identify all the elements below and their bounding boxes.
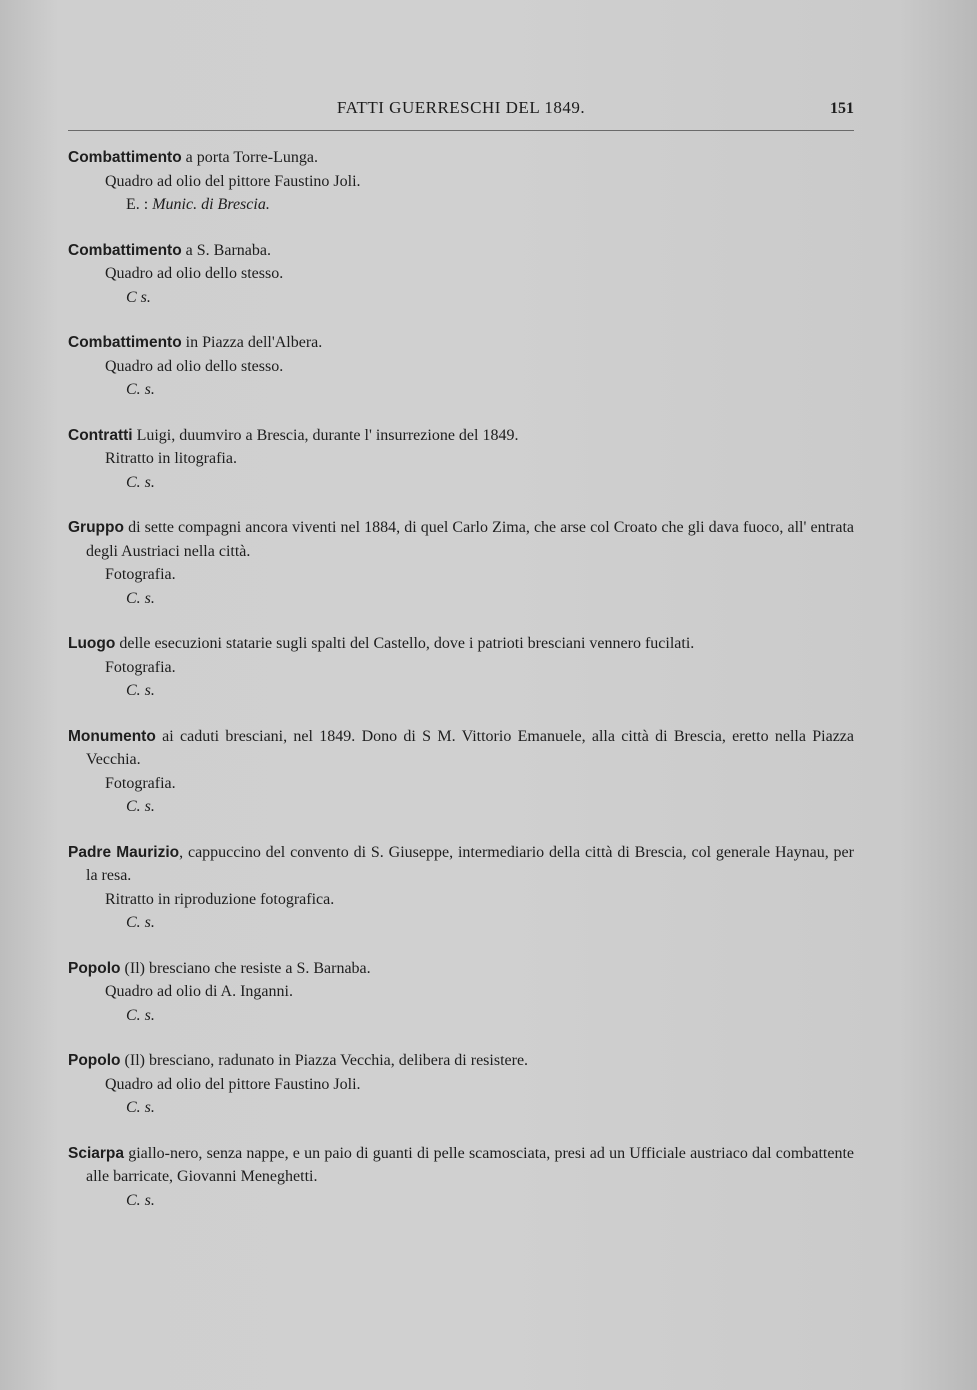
- entry-keyword: Sciarpa: [68, 1144, 125, 1162]
- entry-text: Luigi, duumviro a Brescia, durante l' insurrezione del 1849.: [136, 426, 519, 444]
- catalog-entry: [68, 632, 854, 703]
- catalog-entry: [68, 516, 854, 610]
- catalog-entry: [68, 1049, 854, 1120]
- entry-text: ai caduti bresciani, nel 1849. Dono di S M. Vittorio Emanuele, alla città di Brescia, eretto nella Piazza Vecchia.: [86, 727, 855, 768]
- catalog-entry: [68, 239, 854, 310]
- entry-text: a S. Barnaba.: [185, 241, 271, 259]
- entry-detail: Quadro ad olio dello stesso.: [105, 265, 284, 282]
- entry-detail: Quadro ad olio dello stesso.: [105, 357, 284, 375]
- entry-keyword: Monumento: [68, 727, 156, 745]
- entry-location: [68, 193, 854, 217]
- entry-detail: Fotografia.: [105, 774, 176, 792]
- entry-detail: Quadro ad olio del pittore Faustino Joli.: [105, 172, 361, 190]
- entry-detail: Quadro ad olio di A. Inganni.: [105, 983, 293, 1000]
- entry-detail: Fotografia.: [105, 566, 176, 583]
- entry-detail: Ritratto in riproduzione fotografica.: [105, 890, 335, 908]
- entry-location: C. s.: [126, 1099, 155, 1116]
- entry-detail: Fotografia.: [105, 658, 176, 676]
- entry-location: C. s.: [126, 682, 155, 699]
- catalog-entry: [68, 725, 854, 819]
- catalog-entries: [68, 146, 854, 1212]
- entry-keyword: Combattimento: [68, 241, 182, 259]
- catalog-entry: [68, 146, 854, 217]
- catalog-entry: [68, 1142, 854, 1213]
- entry-location: C. s.: [126, 589, 155, 607]
- entry-text: di sette compagni ancora viventi nel 1884, di quel Carlo Zima, che arse col Croato che gli dava fuoco, all' entrata degli Austriaci nella città.: [86, 519, 855, 560]
- entry-location-text: Munic. di Brescia.: [152, 196, 270, 213]
- entry-keyword: Luogo: [68, 635, 116, 652]
- page-header: [68, 98, 854, 124]
- entry-keyword: Popolo: [68, 959, 121, 977]
- entry-location: C. s.: [126, 1191, 155, 1209]
- entry-location: C. s.: [126, 914, 155, 931]
- entry-text: in Piazza dell'Albera.: [185, 334, 323, 351]
- entry-detail: Quadro ad olio del pittore Faustino Joli.: [105, 1075, 361, 1093]
- entry-text: delle esecuzioni statarie sugli spalti del Castello, dove i patrioti bresciani vennero fucilati.: [119, 635, 695, 652]
- running-title: FATTI GUERRESCHI DEL 1849.: [336, 98, 586, 117]
- entry-text: (Il) bresciano, radunato in Piazza Vecchia, delibera di resistere.: [124, 1052, 529, 1069]
- entry-keyword: Combattimento: [68, 149, 182, 166]
- entry-keyword: Popolo: [68, 1052, 121, 1069]
- entry-location: C. s.: [126, 473, 155, 491]
- entry-keyword: Combattimento: [68, 334, 182, 351]
- entry-text: a porta Torre-Lunga.: [185, 149, 318, 166]
- entry-keyword: Padre Maurizio: [68, 843, 180, 861]
- catalog-entry: [68, 841, 854, 935]
- catalog-entry: [68, 331, 854, 402]
- entry-keyword: Contratti: [68, 426, 133, 444]
- page-number: 151: [830, 100, 854, 117]
- entry-keyword: Gruppo: [68, 519, 124, 536]
- catalog-entry: [68, 424, 854, 495]
- catalog-entry: [68, 957, 854, 1028]
- entry-location-prefix: E. :: [126, 196, 149, 213]
- entry-text: giallo-nero, senza nappe, e un paio di guanti di pelle scamosciata, presi ad un Ufficiale austriaco dal combattente alle barricate, Giovanni Meneghetti.: [86, 1144, 854, 1185]
- entry-text: (Il) bresciano che resiste a S. Barnaba.: [124, 959, 371, 977]
- entry-text: , cappuccino del convento di S. Giuseppe, intermediario della città di Brescia, col generale Haynau, per la resa.: [86, 843, 854, 884]
- entry-location: C. s.: [126, 1006, 155, 1024]
- entry-detail: Ritratto in litografia.: [105, 450, 237, 467]
- entry-location: C. s.: [126, 381, 155, 398]
- entry-location: C s.: [126, 288, 151, 306]
- header-rule: [68, 130, 854, 131]
- entry-location: C. s.: [126, 798, 155, 815]
